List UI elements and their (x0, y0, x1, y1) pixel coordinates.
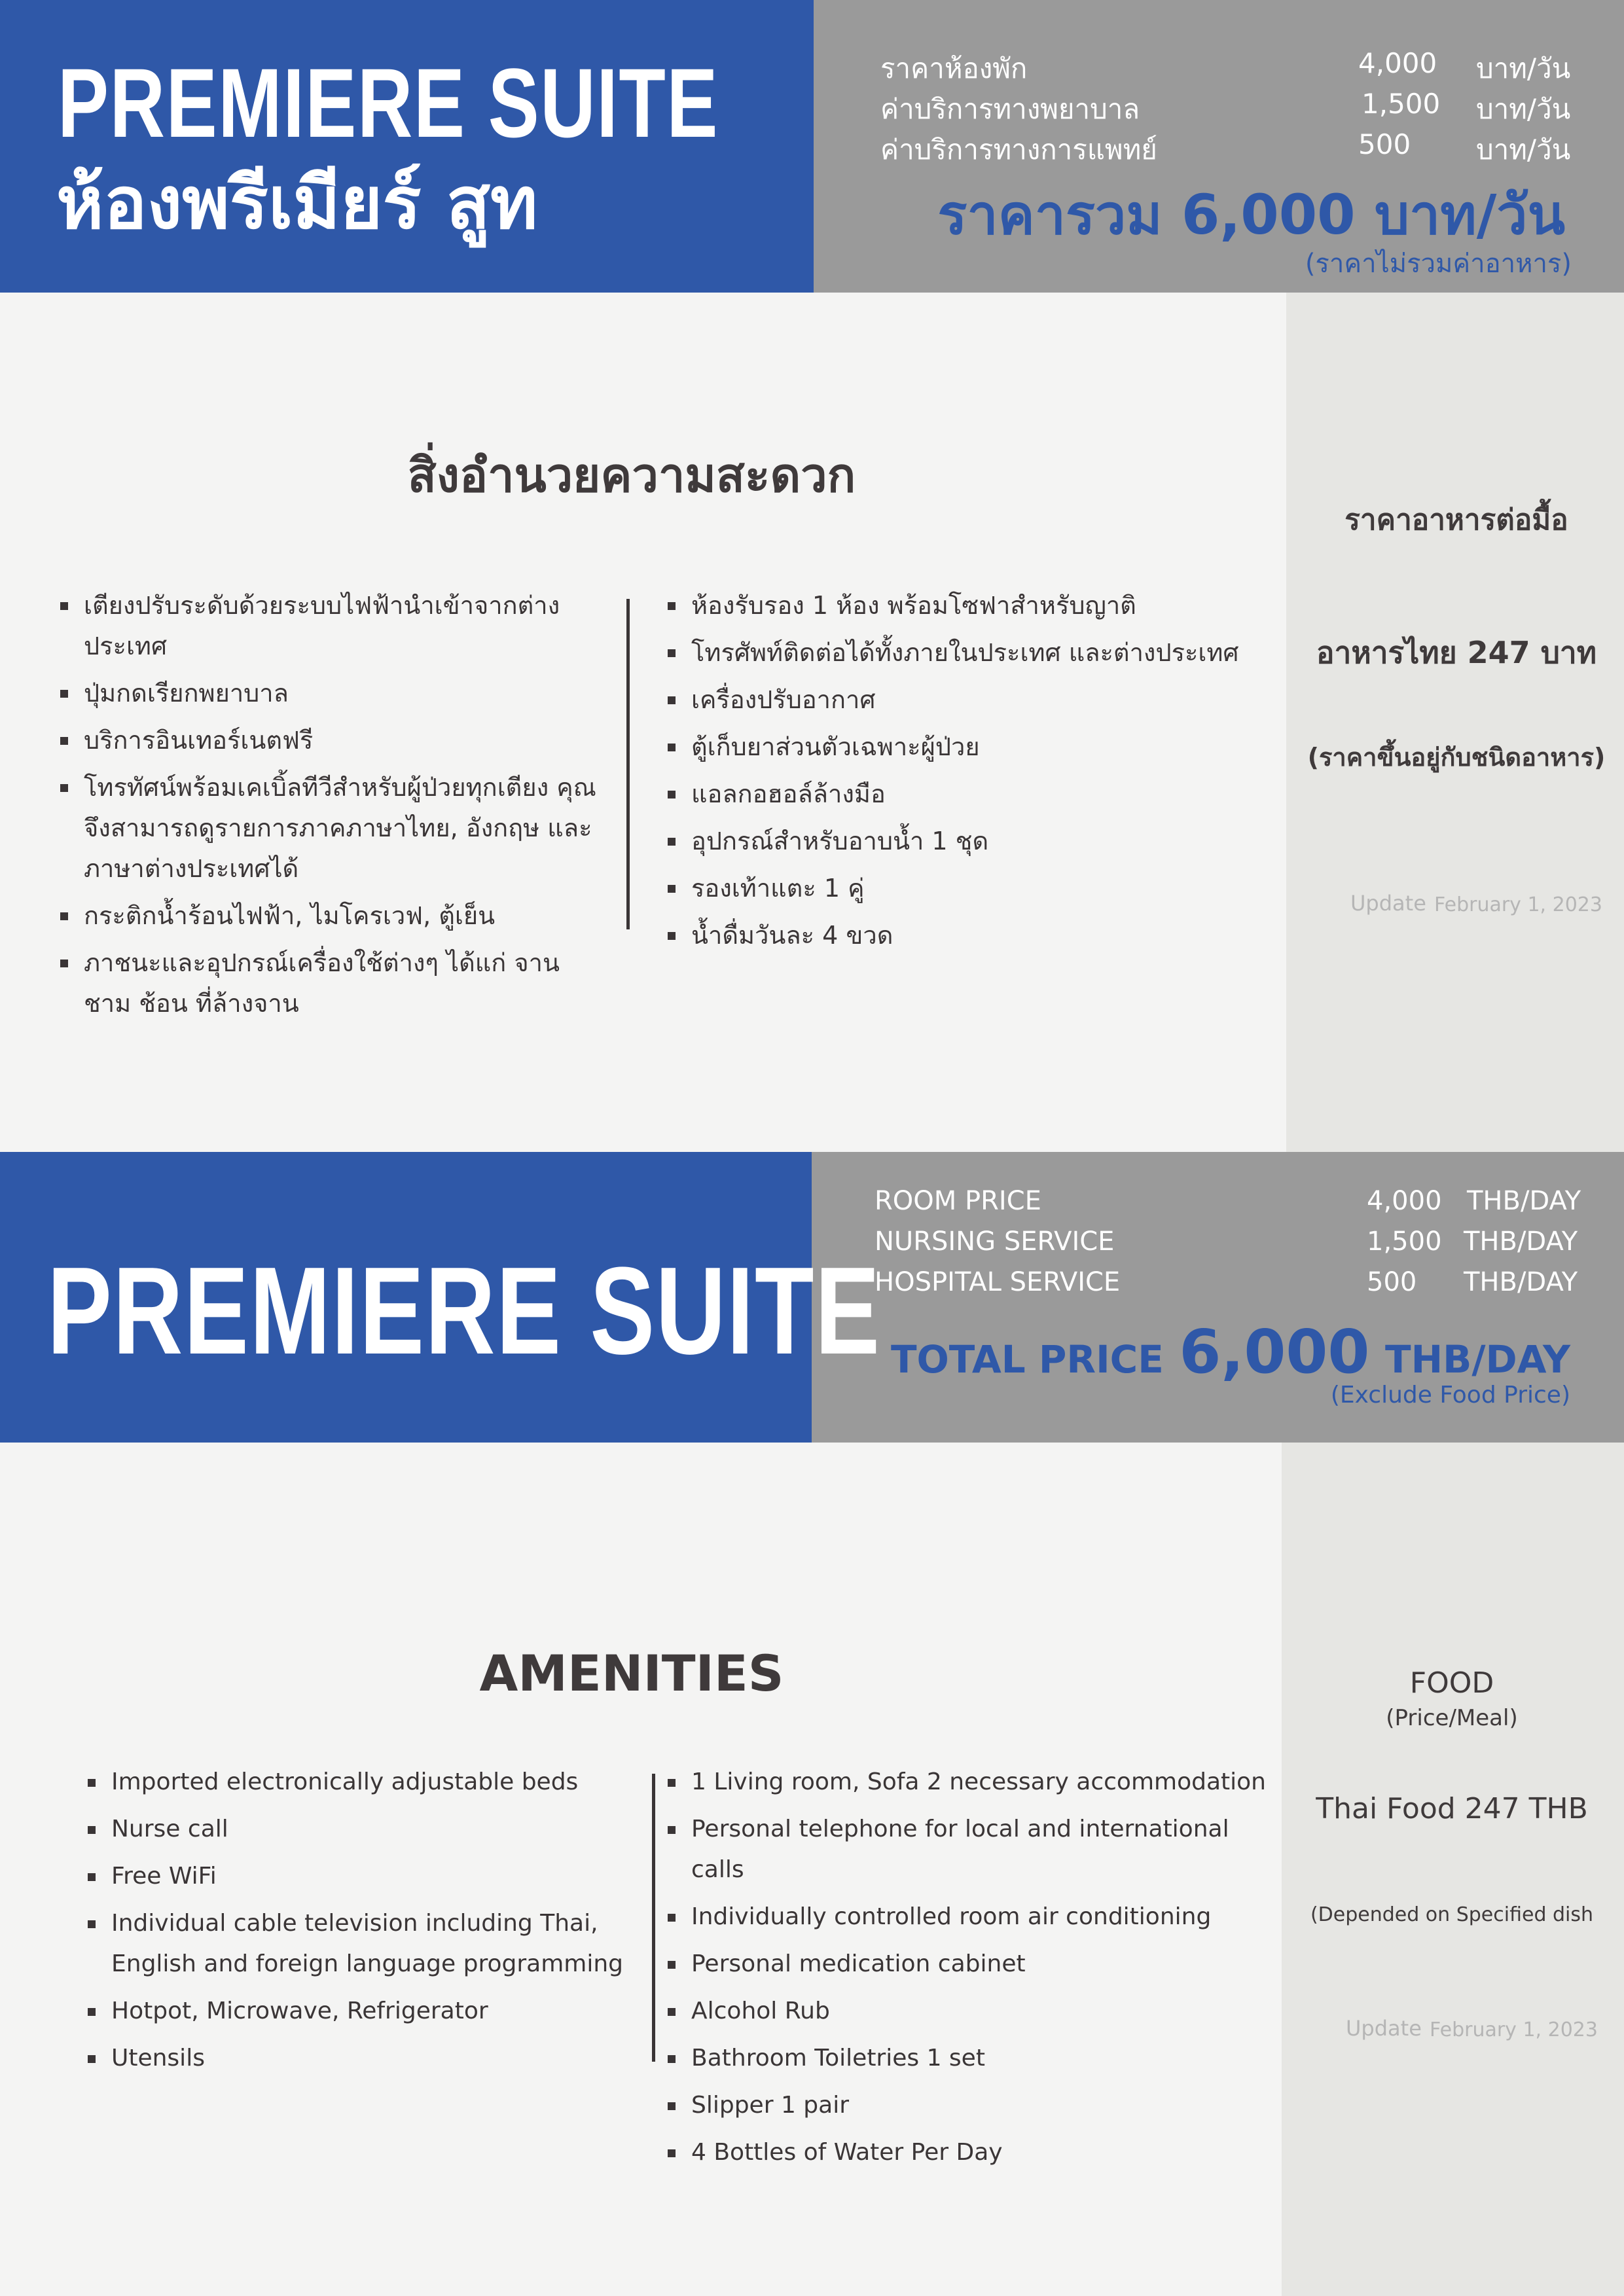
english-price-table (875, 1186, 1595, 1317)
price-unit: THB/DAY (1467, 1186, 1581, 1216)
thai-total-note: (ราคาไม่รวมค่าอาหาร) (1305, 249, 1572, 279)
list-item: โทรศัพท์ติดต่อได้ทั้งภายในประเทศ และต่างประเทศ (665, 632, 1267, 673)
thai-amenities-heading: สิ่งอำนวยความสะดวก (407, 448, 856, 503)
english-total-label: TOTAL PRICE (890, 1337, 1164, 1382)
list-item: ภาชนะและอุปกรณ์เครื่องใช้ต่างๆ ได้แก่ จาน ชาม ช้อน ที่ล้างจาน (58, 942, 614, 1024)
english-total-value: 6,000 (1179, 1317, 1370, 1387)
list-item: Individual cable television including Thai, English and foreign language programming (85, 1903, 641, 1984)
list-item: Free WiFi (85, 1856, 641, 1897)
price-unit: บาท/วัน (1476, 93, 1571, 125)
english-food-panel (1282, 1443, 1624, 2296)
list-item: อุปกรณ์สำหรับอาบน้ำ 1 ชุด (665, 821, 1267, 861)
list-item: กระติกน้ำร้อนไฟฟ้า, ไมโครเวฟ, ตู้เย็น (58, 895, 614, 936)
price-unit: บาท/วัน (1476, 52, 1571, 84)
list-item: 1 Living room, Sofa 2 necessary accommodation (665, 1762, 1274, 1803)
thai-food-panel (1286, 293, 1624, 1152)
thai-price-table (880, 47, 1600, 178)
thai-title-english: PREMIERE SUITE (58, 48, 719, 158)
price-label: HOSPITAL SERVICE (875, 1267, 1121, 1297)
english-update-date: February 1, 2023 (1430, 2018, 1598, 2041)
english-food-note: (Depended on Specified dish (1310, 1903, 1594, 1926)
price-unit: THB/DAY (1464, 1227, 1578, 1257)
thai-update-date: February 1, 2023 (1434, 893, 1602, 916)
list-item: ห้องรับรอง 1 ห้อง พร้อมโซฟาสำหรับญาติ (665, 585, 1267, 626)
price-value: 1,500 (1362, 88, 1441, 120)
english-food-subheading: (Price/Meal) (1386, 1705, 1518, 1731)
english-title: PREMIERE SUITE (47, 1242, 881, 1380)
thai-food-heading: ราคาอาหารต่อมื้อ (1344, 503, 1568, 537)
list-item: น้ำดื่มวันละ 4 ขวด (665, 915, 1267, 956)
price-unit: บาท/วัน (1476, 134, 1571, 166)
list-item: ปุ่มกดเรียกพยาบาล (58, 673, 614, 713)
english-total-unit: THB/DAY (1385, 1337, 1570, 1382)
english-food-heading: FOOD (1409, 1666, 1494, 1700)
list-item: Hotpot, Microwave, Refrigerator (85, 1991, 641, 2032)
list-item: เครื่องปรับอากาศ (665, 679, 1267, 720)
list-item: Personal medication cabinet (665, 1944, 1274, 1984)
english-total-price (891, 1317, 1570, 1387)
list-item: แอลกอฮอล์ล้างมือ (665, 774, 1267, 814)
list-item: โทรทัศน์พร้อมเคเบิ้ลทีวีสำหรับผู้ป่วยทุกเตียง คุณจึงสามารถดูรายการภาคภาษาไทย, อังกฤษ และภาษาต่างประเทศได้ (58, 767, 614, 889)
english-price-row-nursing (875, 1227, 1595, 1267)
price-label: ค่าบริการทางพยาบาล (880, 93, 1140, 125)
english-column-divider (652, 1774, 655, 2062)
price-label: ราคาห้องพัก (880, 52, 1028, 84)
thai-price-row-room (880, 47, 1600, 88)
price-label: ค่าบริการทางการแพทย์ (880, 134, 1157, 166)
list-item: Personal telephone for local and international calls (665, 1809, 1274, 1890)
list-item: ตู้เก็บยาส่วนตัวเฉพาะผู้ป่วย (665, 726, 1267, 767)
english-amenities-right-list (665, 1762, 1274, 2179)
list-item: Utensils (85, 2038, 641, 2079)
thai-column-divider (626, 599, 630, 929)
list-item: Alcohol Rub (665, 1991, 1274, 2032)
thai-price-row-nursing (880, 88, 1600, 128)
list-item: 4 Bottles of Water Per Day (665, 2132, 1274, 2173)
thai-total-price: ราคารวม 6,000 บาท/วัน (937, 183, 1565, 247)
english-price-row-hospital (875, 1267, 1595, 1308)
english-update-label: Update (1346, 2016, 1422, 2041)
price-value: 4,000 (1358, 47, 1437, 79)
price-label: NURSING SERVICE (875, 1227, 1115, 1257)
list-item: Nurse call (85, 1809, 641, 1850)
list-item: รองเท้าแตะ 1 คู่ (665, 868, 1267, 908)
price-label: ROOM PRICE (875, 1186, 1041, 1216)
english-total-note: (Exclude Food Price) (1330, 1382, 1570, 1408)
english-price-row-room (875, 1186, 1595, 1227)
thai-title-thai: ห้องพรีเมียร์ สูท (56, 161, 538, 245)
thai-price-row-medical (880, 128, 1600, 169)
price-value: 4,000 (1367, 1186, 1442, 1216)
list-item: Bathroom Toiletries 1 set (665, 2038, 1274, 2079)
english-amenities-left-list (85, 1762, 641, 2085)
thai-food-note: (ราคาขึ้นอยู่กับชนิดอาหาร) (1307, 743, 1606, 772)
english-food-price: Thai Food 247 THB (1316, 1792, 1588, 1825)
thai-amenities-right-list (665, 585, 1267, 962)
list-item: Slipper 1 pair (665, 2085, 1274, 2126)
price-value: 500 (1367, 1267, 1417, 1297)
english-amenities-heading: AMENITIES (479, 1644, 784, 1702)
list-item: บริการอินเทอร์เนตฟรี (58, 720, 614, 761)
thai-amenities-left-list (58, 585, 614, 1030)
list-item: เตียงปรับระดับด้วยระบบไฟฟ้านำเข้าจากต่างประเทศ (58, 585, 614, 666)
price-unit: THB/DAY (1464, 1267, 1578, 1297)
thai-food-price: อาหารไทย 247 บาท (1316, 635, 1597, 670)
price-value: 1,500 (1367, 1227, 1442, 1257)
list-item: Imported electronically adjustable beds (85, 1762, 641, 1803)
list-item: Individually controlled room air conditioning (665, 1897, 1274, 1937)
thai-update-label: Update (1350, 891, 1426, 916)
price-value: 500 (1358, 128, 1411, 160)
